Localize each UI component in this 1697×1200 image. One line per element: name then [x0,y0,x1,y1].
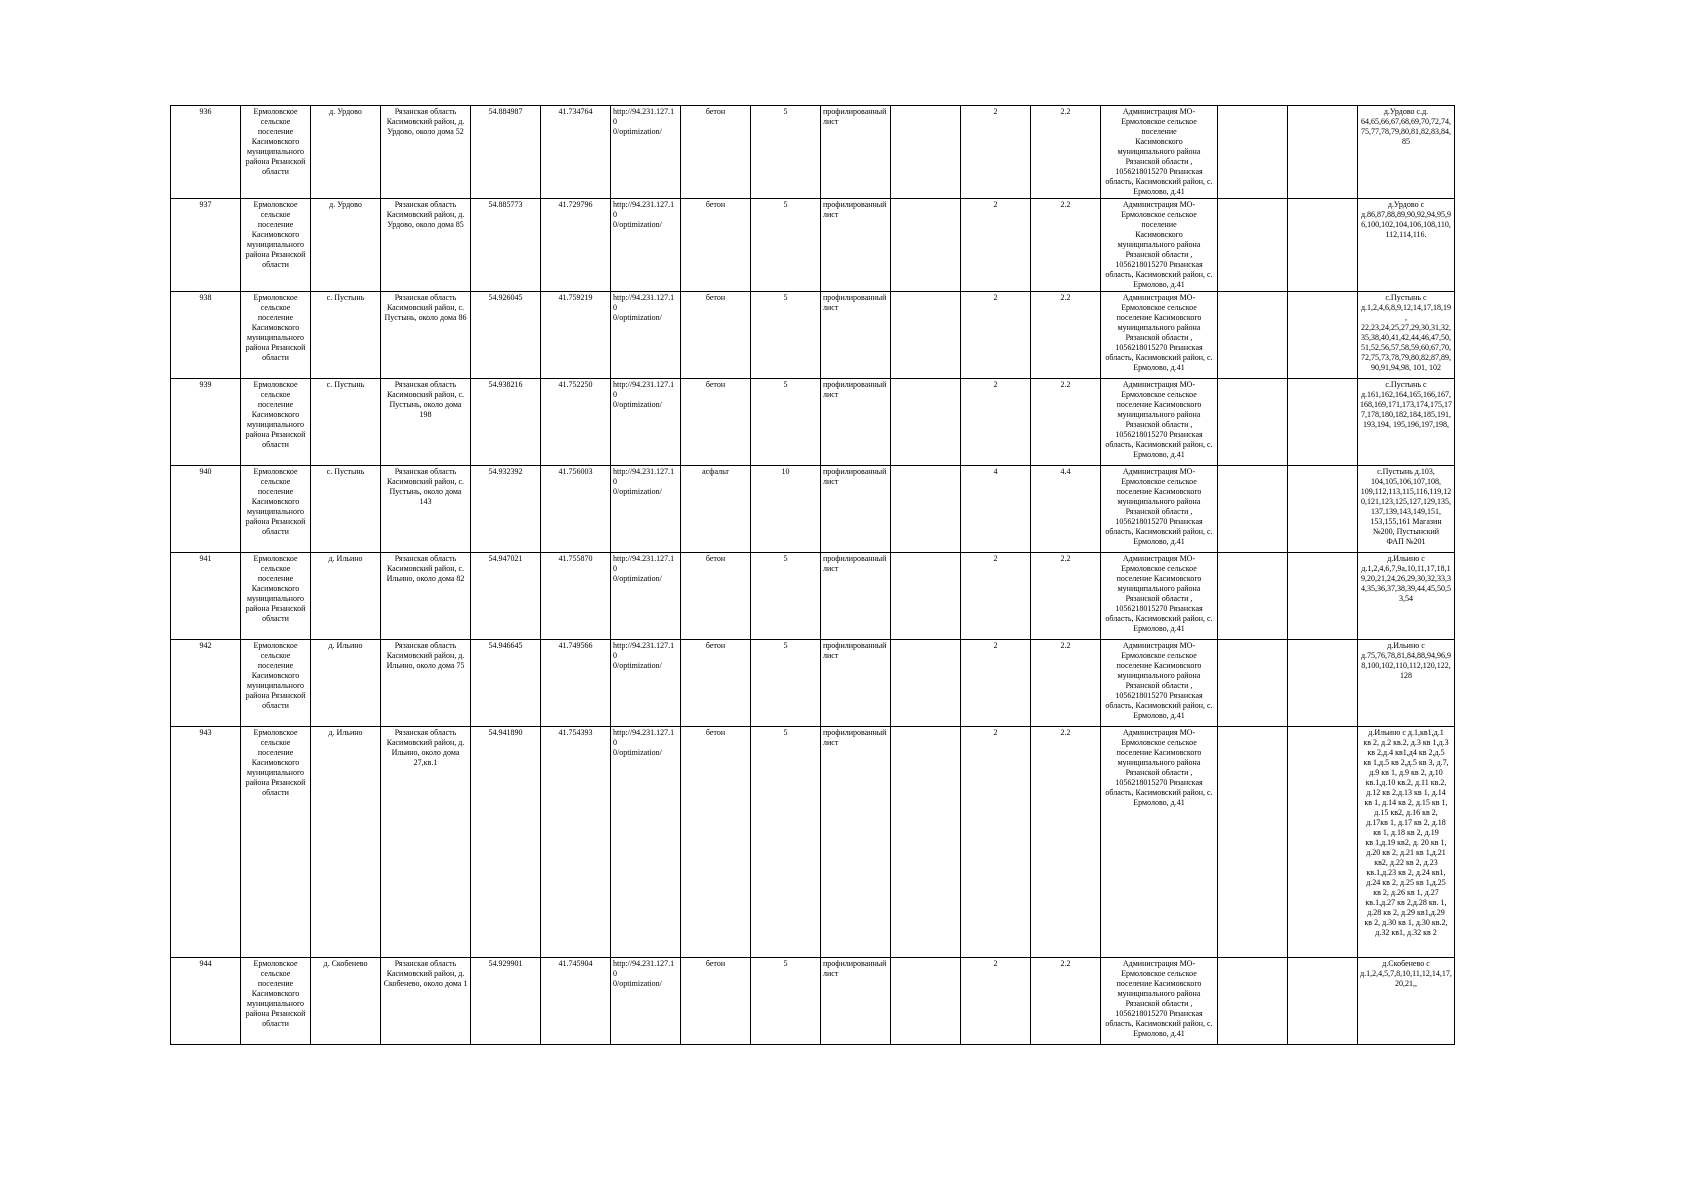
cell-surface: бетон [681,379,751,466]
cell-empty [1288,379,1358,466]
cell-address: Рязанская область Касимовский район, с. Ильино, около дома 82 [381,553,471,640]
cell-number: 944 [171,958,241,1045]
cell-url: http://94.231.127.10 0/optimization/ [611,379,681,466]
cell-empty [1218,727,1288,958]
cell-empty [891,106,961,199]
cell-surface: бетон [681,106,751,199]
cell-fence: профилированный лист [821,958,891,1045]
registry-table [170,105,1455,1045]
cell-latitude: 54.941890 [471,727,541,958]
cell-containers: 2 [961,958,1031,1045]
cell-containers: 2 [961,727,1031,958]
cell-area: 5 [751,727,821,958]
cell-fence: профилированный лист [821,727,891,958]
cell-empty [1288,292,1358,379]
cell-empty [1288,727,1358,958]
cell-containers: 2 [961,199,1031,292]
cell-latitude: 54.885773 [471,199,541,292]
cell-locality: д. Ильино [311,727,381,958]
cell-empty [1288,199,1358,292]
cell-area: 5 [751,106,821,199]
cell-volume: 2.2 [1031,958,1101,1045]
cell-area: 5 [751,958,821,1045]
cell-surface: бетон [681,958,751,1045]
cell-sources: д.Ильино с д.1,2,4,6,7,9а,10,11,17,18,1 9,20,21,24,26,29,30,32,33,3 4,35,36,37,38,39,44,45,50,5 3,54 [1358,553,1455,640]
cell-address: Рязанская область Касимовский район, с. Пустынь, около дома 198 [381,379,471,466]
cell-longitude: 41.754393 [541,727,611,958]
cell-area: 5 [751,640,821,727]
cell-settlement: Ермоловское сельское поселение Касимовского муниципального района Рязанской области [241,199,311,292]
cell-url: http://94.231.127.10 0/optimization/ [611,640,681,727]
cell-url: http://94.231.127.10 0/optimization/ [611,106,681,199]
cell-empty [891,640,961,727]
table-row [171,106,1455,199]
cell-longitude: 41.752250 [541,379,611,466]
cell-area: 5 [751,379,821,466]
cell-address: Рязанская область Касимовский район, д. Ильино, около дома 27,кв.1 [381,727,471,958]
cell-longitude: 41.759219 [541,292,611,379]
cell-number: 938 [171,292,241,379]
cell-fence: профилированный лист [821,199,891,292]
cell-surface: бетон [681,553,751,640]
cell-longitude: 41.755870 [541,553,611,640]
cell-empty [1288,553,1358,640]
cell-containers: 2 [961,379,1031,466]
table-body [171,106,1455,1045]
cell-empty [891,379,961,466]
cell-latitude: 54.947021 [471,553,541,640]
cell-volume: 2.2 [1031,727,1101,958]
cell-containers: 2 [961,106,1031,199]
cell-longitude: 41.756003 [541,466,611,553]
cell-sources: с.Пустынь с д.1,2,4,6,8,9,12,14,17,18,19, 22,23,24,25,27,29,30,31,32, 35,38,40,41,42,44,46,47,50, 51,52,56,57,58,59,60,67,70, 72,75,73,78,79,80,82,87,89, 90,91,94,98, 101, 102 [1358,292,1455,379]
cell-volume: 4.4 [1031,466,1101,553]
cell-containers: 2 [961,640,1031,727]
cell-area: 5 [751,553,821,640]
cell-locality: д. Урдово [311,199,381,292]
cell-address: Рязанская область Касимовский район, с. Пустынь, около дома 143 [381,466,471,553]
cell-fence: профилированный лист [821,466,891,553]
cell-number: 943 [171,727,241,958]
cell-settlement: Ермоловское сельское поселение Касимовского муниципального района Рязанской области [241,727,311,958]
cell-url: http://94.231.127.10 0/optimization/ [611,199,681,292]
cell-owner: Администрация МО- Ермоловское сельское поселение Касимовского муниципального района Рязанской области , 1056218015270 Рязанская область, Касимовский район, с. Ермолово, д.41 [1101,292,1218,379]
cell-address: Рязанская область Касимовский район, д. Ильино, около дома 75 [381,640,471,727]
cell-owner: Администрация МО- Ермоловское сельское поселение Касимовского муниципального района Рязанской области , 1056218015270 Рязанская область, Касимовский район, с. Ермолово, д.41 [1101,379,1218,466]
cell-volume: 2.2 [1031,106,1101,199]
cell-owner: Администрация МО- Ермоловское сельское поселение Касимовского муниципального района Рязанской области , 1056218015270 Рязанская область, Касимовский район, с. Ермолово, д.41 [1101,199,1218,292]
cell-empty [891,466,961,553]
cell-locality: с. Пустынь [311,379,381,466]
cell-sources: д.Урдово с д.86,87,88,89,90,92,94,95,9 6,100,102,104,106,108,110, 112,114,116. [1358,199,1455,292]
cell-settlement: Ермоловское сельское поселение Касимовского муниципального района Рязанской области [241,553,311,640]
cell-empty [1218,199,1288,292]
table-row [171,640,1455,727]
cell-sources: д.Ильино с д.1,кв1,д.1 кв 2, д.2 кв.2, д.3 кв 1,д.3 кв 2,д.4 кв1,д4 кв 2,д.5 кв 1,д.5 кв 2,д.5 кв 3, д.7, д.9 кв 1, д.9 кв 2, д.10 кв.1,д.10 кв.2, д.11 кв.2, д.12 кв 2,д.13 кв 1, д.14 кв 1, д.14 кв 2, д.15 кв 1, д.15 кв2, д.16 кв 2, д.17кв 1, д.17 кв 2, д.18 кв 1, д.18 кв 2, д.19 кв 1,д.19 кв2, д. 20 кв 1, д.20 кв 2, д.21 кв 1,д.21 кв2, д.22 кв 2, д.23 кв.1,д.23 кв 2, д.24 кв1, д.24 кв 2, д.25 кв 1,д.25 кв 2, д.26 кв 1, д.27 кв.1,д.27 кв 2,д.28 кв. 1, д.28 кв 2, д.29 кв1,д.29 кв 2, д.30 кв 1, д.30 кв.2, д.32 кв1, д.32 кв 2 [1358,727,1455,958]
table-row [171,292,1455,379]
table-row [171,553,1455,640]
cell-sources: с.Пустынь с д.161,162,164,165,166,167, 168,169,171,173,174,175,17 7,178,180,182,184,185,191, 193,194, 195,196,197,198, [1358,379,1455,466]
cell-containers: 2 [961,292,1031,379]
cell-fence: профилированный лист [821,553,891,640]
cell-url: http://94.231.127.10 0/optimization/ [611,727,681,958]
cell-empty [1218,640,1288,727]
cell-number: 941 [171,553,241,640]
cell-empty [1288,106,1358,199]
cell-longitude: 41.749566 [541,640,611,727]
cell-address: Рязанская область Касимовский район, д. Урдово, около дома 85 [381,199,471,292]
cell-fence: профилированный лист [821,640,891,727]
cell-locality: д. Ильино [311,640,381,727]
cell-fence: профилированный лист [821,292,891,379]
cell-settlement: Ермоловское сельское поселение Касимовского муниципального района Рязанской области [241,640,311,727]
cell-locality: д. Скобенево [311,958,381,1045]
cell-locality: с. Пустынь [311,292,381,379]
table-row [171,199,1455,292]
cell-area: 10 [751,466,821,553]
cell-settlement: Ермоловское сельское поселение Касимовского муниципального района Рязанской области [241,106,311,199]
cell-empty [1288,640,1358,727]
cell-empty [1218,958,1288,1045]
cell-fence: профилированный лист [821,379,891,466]
cell-number: 937 [171,199,241,292]
cell-longitude: 41.729796 [541,199,611,292]
cell-fence: профилированный лист [821,106,891,199]
cell-volume: 2.2 [1031,640,1101,727]
cell-owner: Администрация МО- Ермоловское сельское поселение Касимовского муниципального района Рязанской области , 1056218015270 Рязанская область, Касимовский район, с. Ермолово, д.41 [1101,553,1218,640]
cell-volume: 2.2 [1031,379,1101,466]
cell-longitude: 41.745904 [541,958,611,1045]
cell-number: 936 [171,106,241,199]
cell-latitude: 54.938216 [471,379,541,466]
cell-number: 940 [171,466,241,553]
cell-address: Рязанская область Касимовский район, д. Скобенево, около дома 1 [381,958,471,1045]
cell-empty [1218,379,1288,466]
cell-containers: 4 [961,466,1031,553]
cell-latitude: 54.884987 [471,106,541,199]
table-row [171,466,1455,553]
cell-number: 942 [171,640,241,727]
cell-longitude: 41.734764 [541,106,611,199]
table-row [171,379,1455,466]
cell-owner: Администрация МО- Ермоловское сельское поселение Касимовского муниципального района Рязанской области , 1056218015270 Рязанская область, Касимовский район, с. Ермолово, д.41 [1101,640,1218,727]
cell-surface: бетон [681,640,751,727]
table-row [171,727,1455,958]
cell-empty [891,199,961,292]
cell-settlement: Ермоловское сельское поселение Касимовского муниципального района Рязанской области [241,379,311,466]
cell-surface: асфальт [681,466,751,553]
cell-locality: с. Пустынь [311,466,381,553]
cell-owner: Администрация МО- Ермоловское сельское поселение Касимовского муниципального района Рязанской области , 1056218015270 Рязанская область, Касимовский район, с. Ермолово, д.41 [1101,466,1218,553]
cell-surface: бетон [681,727,751,958]
cell-owner: Администрация МО- Ермоловское сельское поселение Касимовского муниципального района Рязанской области , 1056218015270 Рязанская область, Касимовский район, с. Ермолово, д.41 [1101,106,1218,199]
cell-empty [1218,553,1288,640]
cell-volume: 2.2 [1031,292,1101,379]
cell-settlement: Ермоловское сельское поселение Касимовского муниципального района Рязанской области [241,292,311,379]
cell-settlement: Ермоловское сельское поселение Касимовского муниципального района Рязанской области [241,958,311,1045]
cell-locality: д. Ильино [311,553,381,640]
cell-empty [891,958,961,1045]
cell-area: 5 [751,199,821,292]
cell-empty [1218,466,1288,553]
cell-owner: Администрация МО- Ермоловское сельское поселение Касимовского муниципального района Рязанской области , 1056218015270 Рязанская область, Касимовский район, с. Ермолово, д.41 [1101,727,1218,958]
cell-owner: Администрация МО- Ермоловское сельское поселение Касимовского муниципального района Рязанской области , 1056218015270 Рязанская область, Касимовский район, с. Ермолово, д.41 [1101,958,1218,1045]
cell-area: 5 [751,292,821,379]
cell-address: Рязанская область Касимовский район, с. Пустынь, около дома 86 [381,292,471,379]
cell-empty [1218,292,1288,379]
cell-surface: бетон [681,292,751,379]
table-row [171,958,1455,1045]
cell-url: http://94.231.127.10 0/optimization/ [611,292,681,379]
cell-sources: д.Урдово с.д. 64,65,66,67,68,69,70,72,74, 75,77,78,79,80,81,82,83,84, 85 [1358,106,1455,199]
cell-empty [891,727,961,958]
cell-locality: д. Урдово [311,106,381,199]
cell-latitude: 54.929901 [471,958,541,1045]
cell-latitude: 54.932392 [471,466,541,553]
cell-address: Рязанская область Касимовский район, д. Урдово, около дома 52 [381,106,471,199]
cell-latitude: 54.926045 [471,292,541,379]
cell-empty [1218,106,1288,199]
cell-sources: д.Скобенево с д.1,2,4,5,7,8,10,11,12,14,17, 20,21,, [1358,958,1455,1045]
cell-volume: 2.2 [1031,199,1101,292]
cell-latitude: 54.946645 [471,640,541,727]
cell-url: http://94.231.127.10 0/optimization/ [611,466,681,553]
cell-empty [1288,958,1358,1045]
cell-sources: с.Пустынь д.103, 104,105,106,107,108, 109,112,113,115,116,119,12 0,121,123,125,127,129,135, 137,139,143,149,151, 153,155,161 Магазин №200, Пустынский ФАП №201 [1358,466,1455,553]
cell-containers: 2 [961,553,1031,640]
cell-empty [891,292,961,379]
cell-url: http://94.231.127.10 0/optimization/ [611,553,681,640]
cell-empty [1288,466,1358,553]
cell-empty [891,553,961,640]
cell-volume: 2.2 [1031,553,1101,640]
cell-number: 939 [171,379,241,466]
cell-settlement: Ермоловское сельское поселение Касимовского муниципального района Рязанской области [241,466,311,553]
cell-url: http://94.231.127.10 0/optimization/ [611,958,681,1045]
cell-surface: бетон [681,199,751,292]
cell-sources: д.Ильино с д.75,76,78,81,84,88,94,96,9 8,100,102,110,112,120,122, 128 [1358,640,1455,727]
